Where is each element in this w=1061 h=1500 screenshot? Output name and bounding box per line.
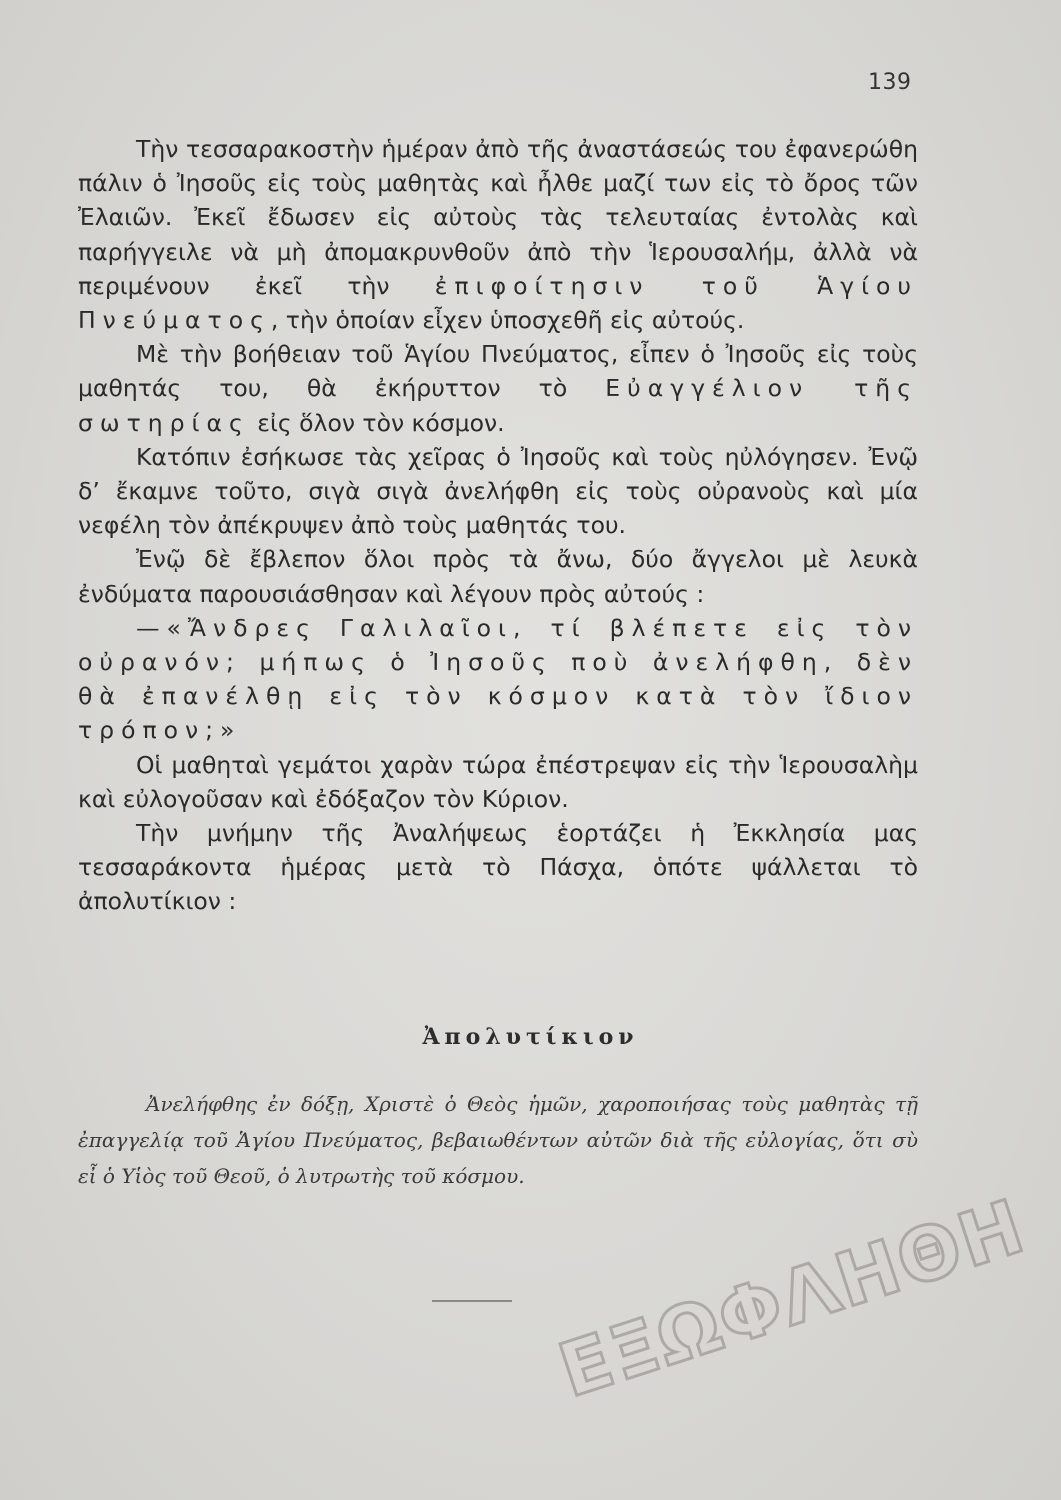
paragraph-angels-quote: —«Ἄνδρες Γαλιλαῖοι, τί βλέπετε εἰς τὸν οὐρανόν; μήπως ὁ Ἰησοῦς ποὺ ἀνελήφθη, δὲν θὰ ἐπανέλθῃ εἰς τὸν κόσμον κατὰ τὸν ἴδιον τρόπον;» [78,613,918,745]
svg-text:ΕΞΩΦΛΗΘΗ: ΕΞΩΦΛΗΘΗ [549,1183,1036,1415]
stamp-icon [538,1183,1036,1422]
paragraph-2-text-b: εἰς ὅλον τὸν κόσμον. [249,408,505,437]
paragraph-2 [78,337,918,440]
hymn-text-block [78,1086,918,1194]
body-text [78,132,918,919]
hymn-text: Ἀνελήφθης ἐν δόξῃ, Χριστὲ ὁ Θεὸς ἡμῶν, χαροποιήσας τοὺς μαθητὰς τῇ ἐπαγγελίᾳ τοῦ Ἁγίου Πνεύματος, βεβαιωθέντων αὐτῶν διὰ τῆς εὐλογίας, ὅτι σὺ εἶ ὁ Υἱὸς τοῦ Θεοῦ, ὁ λυτρωτὴς τοῦ κόσμου. [78,1092,918,1188]
section-divider [432,1300,512,1302]
paragraph-7: Τὴν μνήμην τῆς Ἀναλήψεως ἑορτάζει ἡ Ἐκκλησία μας τεσσαράκοντα ἡμέρας μετὰ τὸ Πάσχα, ὁπότε ψάλλεται τὸ ἀπολυτίκιον : [78,819,918,916]
paragraph-2-text-a: Μὲ τὴν βοήθειαν τοῦ Ἁγίου Πνεύματος, εἶπεν ὁ Ἰησοῦς εἰς τοὺς μαθητάς του, θὰ ἐκήρυττον τὸ [78,340,918,403]
paragraph-1 [78,132,918,337]
paragraph-1-emphasis: ἐπιφοίτησιν τοῦ Ἁγίου Πνεύματος [78,271,918,335]
paragraph-1-text-b: , τὴν ὁποίαν εἶχεν ὑποσχεθῆ εἰς αὐτούς. [270,306,745,335]
paragraph-1-text-a: Τὴν τεσσαρακοστὴν ἡμέραν ἀπὸ τῆς ἀναστάσεώς του ἐφανερώθη πάλιν ὁ Ἰησοῦς εἰς τοὺς μαθητὰς καὶ ἦλθε μαζί των εἰς τὸ ὄρος τῶν Ἐλαιῶν. Ἐκεῖ ἔδωσεν εἰς αὐτοὺς τὰς τελευταίας ἐντολὰς καὶ παρήγγειλε νὰ μὴ ἀπομακρυνθοῦν ἀπὸ τὴν Ἱερουσαλήμ, ἀλλὰ νὰ περιμένουν ἐκεῖ τὴν [78,135,918,300]
hymn-heading: Ἀπολυτίκιον [422,1024,639,1050]
paragraph-6: Οἱ μαθηταὶ γεμάτοι χαρὰν τώρα ἐπέστρεψαν εἰς τὴν Ἱερουσαλὴμ καὶ εὐλογοῦσαν καὶ ἐδόξαζον τὸν Κύριον. [78,750,918,813]
paragraph-2-emphasis: Εὐαγγέλιον τῆς σωτηρίας [78,374,918,437]
page-number: 139 [868,70,912,95]
paragraph-3: Κατόπιν ἐσήκωσε τὰς χεῖρας ὁ Ἰησοῦς καὶ τοὺς ηὐλόγησεν. Ἐνῷ δ’ ἔκαμνε τοῦτο, σιγὰ σιγὰ ἀνελήφθη εἰς τοὺς οὐρανοὺς καὶ μία νεφέλη τὸν ἀπέκρυψεν ἀπὸ τοὺς μαθητάς του. [78,442,918,540]
paragraph-4: Ἐνῷ δὲ ἔβλεπον ὅλοι πρὸς τὰ ἄνω, δύο ἄγγελοι μὲ λευκὰ ἐνδύματα παρουσιάσθησαν καὶ λέγουν πρὸς αὐτούς : [78,545,918,608]
